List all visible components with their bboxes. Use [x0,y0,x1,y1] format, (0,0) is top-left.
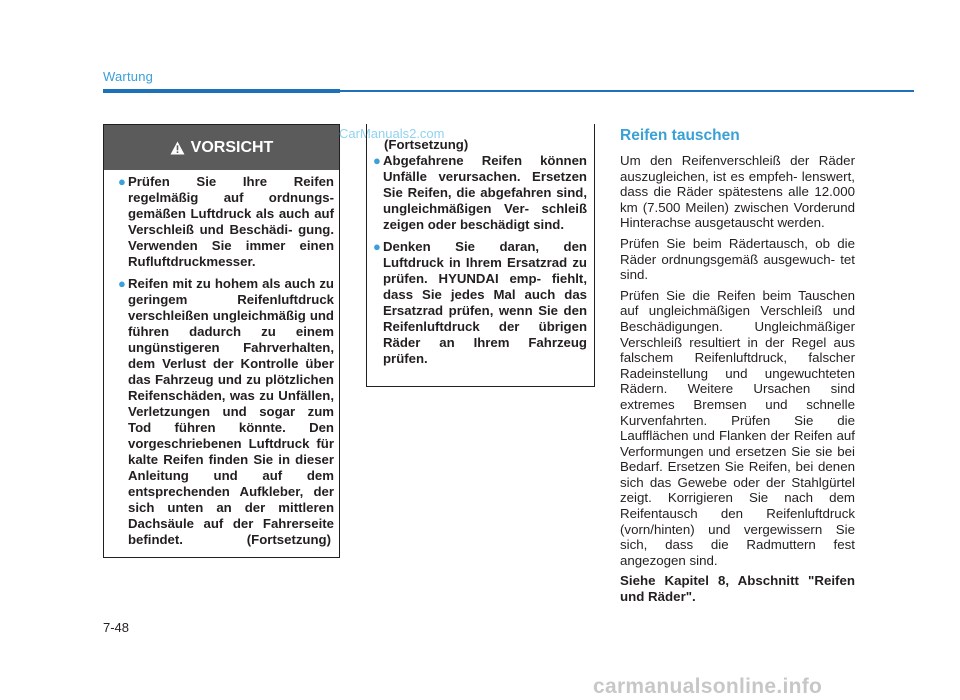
section-label: Wartung [103,69,154,84]
caution-item-text: Reifen mit zu hohem als auch zu geringem Reifenluftdruck verschleißen ungleichmäßig und führen dadurch zu einem ungünstigeren Fahrverhalten, dem Verlust der Kontrolle über das Fahrzeug und zu plötzlichen Reifenschäden, was zu Unfällen, Verletzungen und sogar zum Tod führen könnte. Den vorgeschriebenen Luftdruck für kalte Reifen finden Sie in dieser Anleitung und auf dem entsprechenden Aufkleber, der sich unten an der mittleren Dachsäule auf der Fahrerseite befindet. [128,276,334,547]
caution-list [118,174,334,554]
continuation-item-text: Abgefahrene Reifen können Unfälle verursachen. Ersetzen Sie Reifen, die abgefahren sind, ungleichmäßigen Ver- schleiß zeigen oder beschädigt sind. [383,153,587,232]
caution-continued-label: (Fortsetzung) [246,532,331,547]
continuation-item-text: Denken Sie daran, den Luftdruck in Ihrem Ersatzrad zu prüfen. HYUNDAI emp- fiehlt, dass Sie jedes Mal auch das Ersatzrad prüfen, wenn Sie den Reifenluftdruck der übrigen Räder an Ihrem Fahrzeug prüfen. [383,239,587,366]
continuation-item [373,153,587,233]
continuation-label: (Fortsetzung) [384,137,469,152]
main-column [620,127,855,610]
paragraph: Prüfen Sie die Reifen beim Tauschen auf ungleichmäßigen Verschleiß und Beschädigungen. Ungleichmäßiger Verschleiß resultiert in der Regel aus falschem Reifenluftdruck, falscher Radeinstellung und ungewuchteten Rädern. Weitere Ursachen sind extremes Bremsen und schnelle Kurvenfahrten. Prüfen Sie die Laufflächen und Flanken der Reifen auf Verformungen und ersetzen Sie sie bei Bedarf. Ersetzen Sie Reifen, bei denen sich das Gewebe oder der Stahlgürtel zeigt. Korrigieren Sie nach dem Reifentausch den Reifenluftdruck (vorn/hinten) und vergewissern Sie sich, dass die Radmuttern fest angezogen sind. [620,287,855,568]
continuation-item [373,239,587,367]
watermark-bottom: carmanualsonline.info [593,675,823,698]
paragraph: Um den Reifenverschleiß der Räder auszugleichen, ist es empfeh- lenswert, dass die Räder spätestens alle 12.000 km (7.500 Meilen) zwischen Vorderund Hinterachse ausgetauscht werden. [620,153,855,231]
continuation-list [373,153,587,373]
page-number: 7-48 [103,620,130,635]
header-rule-thin [340,90,914,92]
paragraph: Prüfen Sie beim Rädertausch, ob die Räder ordnungsgemäß ausgewuch- tet sind. [620,235,855,283]
continuation-box [366,124,595,387]
caution-box [103,124,340,558]
section-title: Reifen tauschen [620,127,740,144]
bullet-icon: ● [118,276,126,291]
watermark-top: CarManuals2.com [339,126,445,141]
header-rule-thick [103,89,340,93]
caution-item [118,174,334,270]
chapter-reference: Siehe Kapitel 8, Abschnitt "Reifen und Räder". [620,573,855,605]
caution-item-text: Prüfen Sie Ihre Reifen regelmäßig auf ordnungs- gemäßen Luftdruck als auch auf Verschleiß und Beschädi- gung. Verwenden Sie immer einen Rufluftdruckmesser. [128,174,334,269]
bullet-icon: ● [118,174,126,189]
bullet-icon: ● [373,239,381,254]
caution-header [104,125,339,170]
warning-triangle-icon [170,141,185,155]
bullet-icon: ● [373,153,381,168]
caution-title: VORSICHT [190,138,274,156]
caution-item [118,276,334,548]
